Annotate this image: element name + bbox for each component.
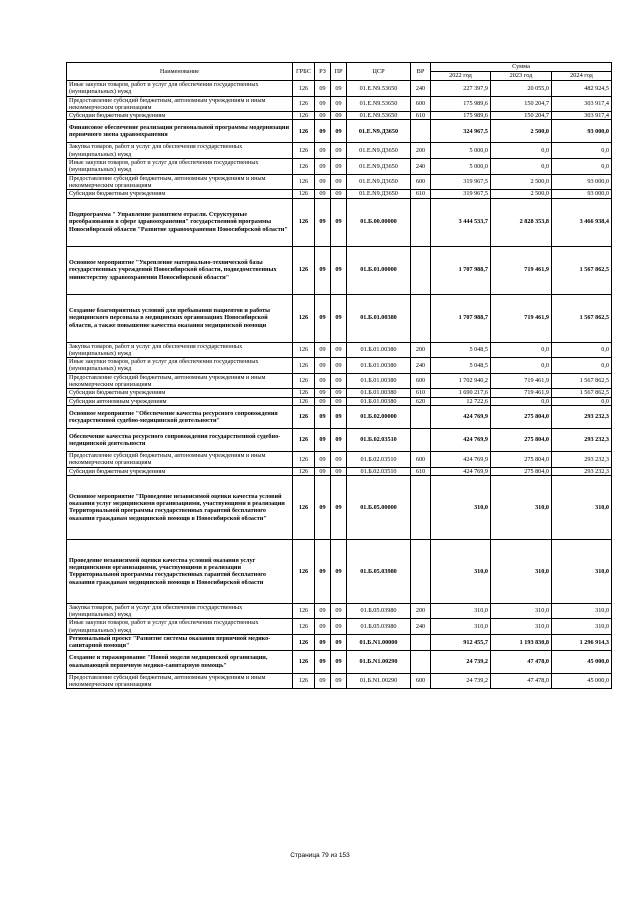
table-row	[67, 405, 612, 428]
row-grbs-cell: 126	[293, 373, 315, 389]
header-year-2024: 2024 год	[552, 72, 612, 81]
row-name-cell: Субсидии бюджетным учреждениям	[67, 112, 293, 120]
row-csr-cell: 01.Б.01.00380	[347, 294, 411, 342]
row-name-cell: Основное мероприятие "Укрепление материально-технической базы государственных учреждений Новосибирской области, подведомственных министерству здравоохранения Новосибирской области"	[67, 246, 293, 294]
row-vr-cell	[411, 539, 431, 603]
row-2023-cell: 275 804,0	[491, 451, 552, 467]
row-2024-cell: 93 000,0	[552, 174, 612, 190]
row-name-cell: Финансовое обеспечение реализации региональной программы модернизации первичного звена здравоохранения	[67, 120, 293, 143]
row-2023-cell: 2 828 353,8	[491, 198, 552, 246]
table-row	[67, 112, 612, 120]
row-rz-cell: 09	[315, 389, 331, 397]
header-csr: ЦСР	[347, 63, 411, 81]
table-row	[67, 143, 612, 159]
row-name-cell: Создание благоприятных условий для пребывания пациентов и работы медицинского персонала в медицинских организациях Новосибирской области, а также повышение качества оказания медицинской помощи	[67, 294, 293, 342]
row-name-cell: Предоставление субсидий бюджетным, автономным учреждениям и иным некоммерческим организациям	[67, 373, 293, 389]
row-csr-cell: 01.Б.00.00000	[347, 198, 411, 246]
row-rz-cell: 09	[315, 619, 331, 635]
row-2023-cell: 20 055,0	[491, 81, 552, 97]
row-2022-cell: 324 967,5	[431, 120, 491, 143]
row-vr-cell: 200	[411, 143, 431, 159]
row-vr-cell	[411, 428, 431, 451]
row-vr-cell	[411, 120, 431, 143]
row-grbs-cell: 126	[293, 294, 315, 342]
table-row	[67, 451, 612, 467]
row-grbs-cell: 126	[293, 358, 315, 374]
row-2023-cell: 0,0	[491, 159, 552, 175]
row-2023-cell: 150 204,7	[491, 112, 552, 120]
row-pr-cell: 09	[331, 428, 347, 451]
row-csr-cell: 01.Б.N1.00290	[347, 650, 411, 673]
row-pr-cell: 09	[331, 373, 347, 389]
row-2023-cell: 2 500,0	[491, 190, 552, 198]
row-2022-cell: 319 967,5	[431, 190, 491, 198]
table-row	[67, 539, 612, 603]
row-csr-cell: 01.Е.N9.53650	[347, 81, 411, 97]
row-csr-cell: 01.Б.02.00000	[347, 405, 411, 428]
header-rz: РЗ	[315, 63, 331, 81]
row-2022-cell: 424 769,9	[431, 405, 491, 428]
row-pr-cell: 09	[331, 405, 347, 428]
header-pr: ПР	[331, 63, 347, 81]
row-vr-cell: 200	[411, 603, 431, 619]
row-2023-cell: 310,0	[491, 619, 552, 635]
row-vr-cell	[411, 475, 431, 539]
row-2022-cell: 319 967,5	[431, 174, 491, 190]
table-row	[67, 174, 612, 190]
row-name-cell: Обеспечение качества ресурсного сопровождения государственной судебно-медицинской деятельности	[67, 428, 293, 451]
row-vr-cell: 600	[411, 373, 431, 389]
row-vr-cell: 620	[411, 397, 431, 405]
row-2022-cell: 310,0	[431, 539, 491, 603]
row-vr-cell	[411, 635, 431, 651]
table-row	[67, 389, 612, 397]
row-rz-cell: 09	[315, 112, 331, 120]
row-rz-cell: 09	[315, 358, 331, 374]
row-2023-cell: 719 461,9	[491, 246, 552, 294]
row-2022-cell: 24 739,2	[431, 673, 491, 689]
row-2024-cell: 1 296 914,3	[552, 635, 612, 651]
row-csr-cell: 01.Б.05.03980	[347, 539, 411, 603]
row-grbs-cell: 126	[293, 428, 315, 451]
row-rz-cell: 09	[315, 405, 331, 428]
header-grbs: ГРБС	[293, 63, 315, 81]
row-rz-cell: 09	[315, 143, 331, 159]
row-vr-cell	[411, 294, 431, 342]
row-csr-cell: 01.Е.N9.Д3650	[347, 159, 411, 175]
row-name-cell: Субсидии автономным учреждениям	[67, 397, 293, 405]
row-2024-cell: 303 917,4	[552, 112, 612, 120]
row-2023-cell: 1 193 830,8	[491, 635, 552, 651]
row-2024-cell: 293 232,3	[552, 428, 612, 451]
row-2022-cell: 5 048,5	[431, 358, 491, 374]
row-csr-cell: 01.Е.N9.53650	[347, 96, 411, 112]
row-grbs-cell: 126	[293, 405, 315, 428]
row-name-cell: Создание и тиражирование "Новой модели медицинской организации, оказывающей первичную медико-санитарную помощь"	[67, 650, 293, 673]
row-rz-cell: 09	[315, 373, 331, 389]
row-csr-cell: 01.Б.01.00380	[347, 373, 411, 389]
row-name-cell: Иные закупки товаров, работ и услуг для обеспечения государственных (муниципальных) нужд	[67, 358, 293, 374]
row-csr-cell: 01.Б.01.00000	[347, 246, 411, 294]
row-2022-cell: 5 000,0	[431, 143, 491, 159]
row-rz-cell: 09	[315, 467, 331, 475]
row-2022-cell: 424 769,9	[431, 451, 491, 467]
row-pr-cell: 09	[331, 159, 347, 175]
row-grbs-cell: 126	[293, 159, 315, 175]
row-csr-cell: 01.Б.02.03510	[347, 428, 411, 451]
row-pr-cell: 09	[331, 81, 347, 97]
header-vr: ВР	[411, 63, 431, 81]
row-2024-cell: 1 567 862,5	[552, 389, 612, 397]
row-2022-cell: 1 707 988,7	[431, 246, 491, 294]
row-name-cell: Закупка товаров, работ и услуг для обеспечения государственных (муниципальных) нужд	[67, 603, 293, 619]
row-csr-cell: 01.Б.01.00380	[347, 342, 411, 358]
row-2023-cell: 310,0	[491, 603, 552, 619]
row-vr-cell	[411, 650, 431, 673]
row-rz-cell: 09	[315, 673, 331, 689]
row-csr-cell: 01.Е.N9.Д3650	[347, 174, 411, 190]
row-pr-cell: 09	[331, 112, 347, 120]
row-name-cell: Предоставление субсидий бюджетным, автономным учреждениям и иным некоммерческим организациям	[67, 673, 293, 689]
row-name-cell: Субсидии бюджетным учреждениям	[67, 190, 293, 198]
row-grbs-cell: 126	[293, 397, 315, 405]
table-row	[67, 198, 612, 246]
row-2022-cell: 912 455,7	[431, 635, 491, 651]
table-row	[67, 358, 612, 374]
row-pr-cell: 09	[331, 246, 347, 294]
row-2024-cell: 0,0	[552, 358, 612, 374]
row-pr-cell: 09	[331, 603, 347, 619]
table-row	[67, 428, 612, 451]
row-2023-cell: 275 804,0	[491, 428, 552, 451]
row-rz-cell: 09	[315, 96, 331, 112]
row-2022-cell: 24 739,2	[431, 650, 491, 673]
row-2024-cell: 482 924,5	[552, 81, 612, 97]
header-year-2023: 2023 год	[491, 72, 552, 81]
row-2024-cell: 293 232,3	[552, 405, 612, 428]
row-grbs-cell: 126	[293, 619, 315, 635]
row-grbs-cell: 126	[293, 467, 315, 475]
table-row	[67, 467, 612, 475]
row-grbs-cell: 126	[293, 635, 315, 651]
row-csr-cell: 01.Б.N1.00290	[347, 673, 411, 689]
row-2023-cell: 150 204,7	[491, 96, 552, 112]
row-2023-cell: 0,0	[491, 342, 552, 358]
row-name-cell: Предоставление субсидий бюджетным, автономным учреждениям и иным некоммерческим организациям	[67, 96, 293, 112]
row-2022-cell: 5 000,0	[431, 159, 491, 175]
row-vr-cell: 200	[411, 342, 431, 358]
row-rz-cell: 09	[315, 397, 331, 405]
header-name: Наименование	[67, 63, 293, 81]
row-2023-cell: 719 461,9	[491, 294, 552, 342]
row-vr-cell: 600	[411, 451, 431, 467]
row-rz-cell: 09	[315, 475, 331, 539]
row-grbs-cell: 126	[293, 174, 315, 190]
row-2023-cell: 47 478,0	[491, 650, 552, 673]
row-2023-cell: 310,0	[491, 539, 552, 603]
row-pr-cell: 09	[331, 673, 347, 689]
row-2024-cell: 0,0	[552, 397, 612, 405]
row-2024-cell: 310,0	[552, 619, 612, 635]
row-vr-cell: 240	[411, 159, 431, 175]
row-csr-cell: 01.Б.05.03980	[347, 603, 411, 619]
row-csr-cell: 01.Б.N1.00000	[347, 635, 411, 651]
row-2024-cell: 0,0	[552, 342, 612, 358]
row-name-cell: Субсидии бюджетным учреждениям	[67, 389, 293, 397]
row-name-cell: Закупка товаров, работ и услуг для обеспечения государственных (муниципальных) нужд	[67, 342, 293, 358]
row-2023-cell: 0,0	[491, 397, 552, 405]
row-rz-cell: 09	[315, 451, 331, 467]
row-vr-cell: 240	[411, 358, 431, 374]
row-rz-cell: 09	[315, 650, 331, 673]
row-vr-cell: 240	[411, 619, 431, 635]
table-row	[67, 673, 612, 689]
row-pr-cell: 09	[331, 650, 347, 673]
row-rz-cell: 09	[315, 198, 331, 246]
header-sum: Сумма	[431, 63, 612, 72]
row-rz-cell: 09	[315, 190, 331, 198]
row-2024-cell: 293 232,3	[552, 467, 612, 475]
row-rz-cell: 09	[315, 174, 331, 190]
table-body	[67, 81, 612, 689]
row-name-cell: Региональный проект "Развитие системы оказания первичной медико-санитарной помощи"	[67, 635, 293, 651]
row-rz-cell: 09	[315, 159, 331, 175]
row-name-cell: Предоставление субсидий бюджетным, автономным учреждениям и иным некоммерческим организациям	[67, 451, 293, 467]
row-name-cell: Основное мероприятие "Обеспечение качества ресурсного сопровождения государственной судебно-медицинской деятельности"	[67, 405, 293, 428]
row-2022-cell: 175 989,6	[431, 96, 491, 112]
row-pr-cell: 09	[331, 619, 347, 635]
row-rz-cell: 09	[315, 428, 331, 451]
row-pr-cell: 09	[331, 143, 347, 159]
table-row	[67, 373, 612, 389]
table-row	[67, 342, 612, 358]
row-pr-cell: 09	[331, 467, 347, 475]
row-csr-cell: 01.Б.01.00380	[347, 389, 411, 397]
row-2024-cell: 45 000,0	[552, 650, 612, 673]
row-2023-cell: 0,0	[491, 358, 552, 374]
table-row	[67, 81, 612, 97]
row-vr-cell	[411, 405, 431, 428]
row-2024-cell: 310,0	[552, 539, 612, 603]
table-row	[67, 650, 612, 673]
row-grbs-cell: 126	[293, 389, 315, 397]
row-name-cell: Проведение независимой оценки качества условий оказания услуг медицинскими организациями, участвующими в реализации Территориальной программы государственных гарантий бесплатного оказания гражданам медицинской помощи в Новосибирской области	[67, 539, 293, 603]
row-2023-cell: 47 478,0	[491, 673, 552, 689]
row-2023-cell: 719 461,9	[491, 389, 552, 397]
table-row	[67, 475, 612, 539]
row-pr-cell: 09	[331, 198, 347, 246]
table-row	[67, 120, 612, 143]
row-2024-cell: 93 000,0	[552, 190, 612, 198]
row-2022-cell: 3 444 533,7	[431, 198, 491, 246]
row-rz-cell: 09	[315, 120, 331, 143]
row-rz-cell: 09	[315, 603, 331, 619]
row-pr-cell: 09	[331, 451, 347, 467]
row-2024-cell: 45 000,0	[552, 673, 612, 689]
table-header	[67, 63, 612, 81]
row-2022-cell: 310,0	[431, 603, 491, 619]
row-2023-cell: 2 500,0	[491, 120, 552, 143]
row-grbs-cell: 126	[293, 539, 315, 603]
row-2023-cell: 0,0	[491, 143, 552, 159]
row-2023-cell: 275 804,0	[491, 467, 552, 475]
row-name-cell: Иные закупки товаров, работ и услуг для обеспечения государственных (муниципальных) нужд	[67, 619, 293, 635]
row-name-cell: Иные закупки товаров, работ и услуг для обеспечения государственных (муниципальных) нужд	[67, 159, 293, 175]
row-2023-cell: 719 461,9	[491, 373, 552, 389]
table-row	[67, 397, 612, 405]
row-vr-cell: 600	[411, 174, 431, 190]
row-rz-cell: 09	[315, 294, 331, 342]
row-csr-cell: 01.Е.N9.Д3650	[347, 190, 411, 198]
row-grbs-cell: 126	[293, 190, 315, 198]
row-grbs-cell: 126	[293, 475, 315, 539]
row-name-cell: Основное мероприятие "Проведение независимой оценки качества условий оказания услуг медицинскими организациями, участвующими в реализации Территориальной программы государственных гарантий бесплатного оказания гражданам медицинской помощи в Новосибирской области"	[67, 475, 293, 539]
row-name-cell: Субсидии бюджетным учреждениям	[67, 467, 293, 475]
row-vr-cell: 600	[411, 96, 431, 112]
row-2022-cell: 424 769,9	[431, 428, 491, 451]
row-pr-cell: 09	[331, 174, 347, 190]
row-csr-cell: 01.Б.05.03980	[347, 619, 411, 635]
row-2022-cell: 310,0	[431, 475, 491, 539]
row-2022-cell: 1 690 217,6	[431, 389, 491, 397]
row-grbs-cell: 126	[293, 342, 315, 358]
row-2022-cell: 424 769,9	[431, 467, 491, 475]
row-vr-cell: 610	[411, 190, 431, 198]
row-grbs-cell: 126	[293, 603, 315, 619]
row-2023-cell: 310,0	[491, 475, 552, 539]
table-row	[67, 294, 612, 342]
row-2024-cell: 0,0	[552, 143, 612, 159]
row-vr-cell: 610	[411, 389, 431, 397]
row-grbs-cell: 126	[293, 650, 315, 673]
row-2024-cell: 1 567 862,5	[552, 373, 612, 389]
row-rz-cell: 09	[315, 635, 331, 651]
row-2023-cell: 275 804,0	[491, 405, 552, 428]
table-row	[67, 190, 612, 198]
row-2024-cell: 293 232,3	[552, 451, 612, 467]
row-vr-cell: 610	[411, 467, 431, 475]
row-vr-cell: 600	[411, 673, 431, 689]
row-2024-cell: 303 917,4	[552, 96, 612, 112]
row-pr-cell: 09	[331, 294, 347, 342]
row-pr-cell: 09	[331, 389, 347, 397]
row-2022-cell: 1 702 940,2	[431, 373, 491, 389]
row-vr-cell	[411, 246, 431, 294]
row-name-cell: Предоставление субсидий бюджетным, автономным учреждениям и иным некоммерческим организациям	[67, 174, 293, 190]
table-row	[67, 96, 612, 112]
table-row	[67, 246, 612, 294]
row-pr-cell: 09	[331, 96, 347, 112]
table-row	[67, 159, 612, 175]
row-grbs-cell: 126	[293, 246, 315, 294]
row-2023-cell: 2 500,0	[491, 174, 552, 190]
page-footer: Страница 79 из 153	[290, 852, 350, 859]
row-csr-cell: 01.Б.05.00000	[347, 475, 411, 539]
row-pr-cell: 09	[331, 342, 347, 358]
row-rz-cell: 09	[315, 342, 331, 358]
header-year-2022: 2022 год	[431, 72, 491, 81]
row-rz-cell: 09	[315, 539, 331, 603]
row-pr-cell: 09	[331, 635, 347, 651]
row-name-cell: Закупка товаров, работ и услуг для обеспечения государственных (муниципальных) нужд	[67, 143, 293, 159]
budget-table	[66, 62, 612, 689]
row-grbs-cell: 126	[293, 96, 315, 112]
row-2024-cell: 310,0	[552, 603, 612, 619]
row-2022-cell: 12 722,6	[431, 397, 491, 405]
row-rz-cell: 09	[315, 246, 331, 294]
row-2024-cell: 310,0	[552, 475, 612, 539]
row-grbs-cell: 126	[293, 451, 315, 467]
row-csr-cell: 01.Б.01.00380	[347, 397, 411, 405]
row-2024-cell: 93 000,0	[552, 120, 612, 143]
row-2022-cell: 310,0	[431, 619, 491, 635]
row-pr-cell: 09	[331, 475, 347, 539]
row-grbs-cell: 126	[293, 198, 315, 246]
row-grbs-cell: 126	[293, 112, 315, 120]
row-grbs-cell: 126	[293, 120, 315, 143]
row-grbs-cell: 126	[293, 143, 315, 159]
row-csr-cell: 01.Е.N9.53650	[347, 112, 411, 120]
row-pr-cell: 09	[331, 397, 347, 405]
row-csr-cell: 01.Е.N9.Д3650	[347, 143, 411, 159]
row-2022-cell: 175 989,6	[431, 112, 491, 120]
row-csr-cell: 01.Е.N9.Д3650	[347, 120, 411, 143]
row-csr-cell: 01.Б.02.03510	[347, 467, 411, 475]
row-csr-cell: 01.Б.02.03510	[347, 451, 411, 467]
table-row	[67, 635, 612, 651]
row-vr-cell	[411, 198, 431, 246]
row-pr-cell: 09	[331, 190, 347, 198]
row-pr-cell: 09	[331, 120, 347, 143]
row-csr-cell: 01.Б.01.00380	[347, 358, 411, 374]
row-vr-cell: 240	[411, 81, 431, 97]
row-2024-cell: 3 466 938,4	[552, 198, 612, 246]
row-2022-cell: 227 397,9	[431, 81, 491, 97]
row-name-cell: Иные закупки товаров, работ и услуг для обеспечения государственных (муниципальных) нужд	[67, 81, 293, 97]
row-2024-cell: 1 567 862,5	[552, 294, 612, 342]
table-row	[67, 603, 612, 619]
row-vr-cell: 610	[411, 112, 431, 120]
table-row	[67, 619, 612, 635]
row-2022-cell: 5 048,5	[431, 342, 491, 358]
row-name-cell: Подпрограмма " Управление развитием отрасли. Структурные преобразования в сфере здравоохранения" государственной программы Новосибирской области "Развитие здравоохранения Новосибирской области"	[67, 198, 293, 246]
row-pr-cell: 09	[331, 358, 347, 374]
row-2024-cell: 0,0	[552, 159, 612, 175]
row-pr-cell: 09	[331, 539, 347, 603]
row-2022-cell: 1 707 988,7	[431, 294, 491, 342]
row-grbs-cell: 126	[293, 673, 315, 689]
row-2024-cell: 1 567 862,5	[552, 246, 612, 294]
row-grbs-cell: 126	[293, 81, 315, 97]
row-rz-cell: 09	[315, 81, 331, 97]
